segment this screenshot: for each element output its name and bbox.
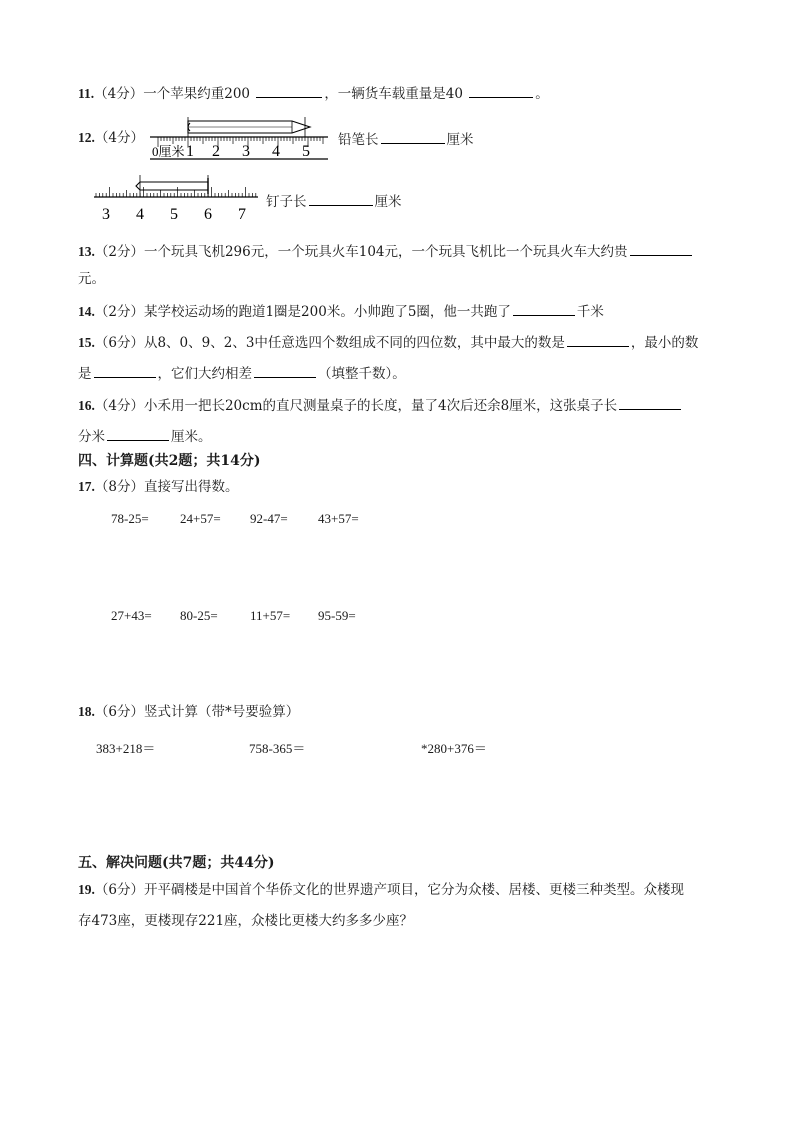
question-14 xyxy=(78,300,604,322)
question-19 xyxy=(78,880,684,900)
question-text: 一个苹果约重200 xyxy=(143,86,251,102)
question-number: 11. xyxy=(78,86,95,101)
question-text: 存473座，更楼现存221座，众楼比更楼大约多多少座？ xyxy=(78,913,414,929)
calc-item: 80-25= xyxy=(180,608,218,623)
question-13-cont xyxy=(78,269,105,289)
question-12-header xyxy=(78,128,144,148)
answer-blank[interactable] xyxy=(381,128,445,144)
nail-icon xyxy=(136,182,208,190)
question-text: 小禾用一把长20cm的直尺测量桌子的长度，量了4次后还余8厘米，这张桌子长 xyxy=(143,398,618,414)
question-17 xyxy=(78,477,238,497)
answer-blank[interactable] xyxy=(107,425,169,441)
question-text: 分米 xyxy=(78,429,105,445)
question-text: 厘米。 xyxy=(171,429,212,445)
question-number: 12. xyxy=(78,130,95,145)
question-15 xyxy=(78,331,698,353)
nail-unit: 厘米 xyxy=(374,194,402,210)
question-score: （4分） xyxy=(94,130,144,146)
question-text: 从8、0、9、2、3中任意选四个数组成不同的四位数，其中最大的数是 xyxy=(143,335,565,351)
question-score: （4分） xyxy=(94,86,144,102)
nail-label: 钉子长 xyxy=(266,194,307,210)
answer-blank[interactable] xyxy=(567,331,629,347)
question-number: 15. xyxy=(78,335,95,350)
question-16 xyxy=(78,394,683,416)
calc-item: 27+43= xyxy=(111,608,152,623)
question-number: 18. xyxy=(78,704,95,719)
question-text: 开平碉楼是中国首个华侨文化的世界遗产项目，它分为众楼、居楼、更楼三种类型。众楼现 xyxy=(143,882,684,898)
question-15-cont xyxy=(78,362,406,384)
question-score: （6分） xyxy=(94,882,144,898)
question-text: 是 xyxy=(78,366,92,382)
question-text: 。 xyxy=(535,86,549,102)
answer-blank[interactable] xyxy=(254,362,316,378)
question-19-cont xyxy=(78,911,413,931)
answer-blank[interactable] xyxy=(630,240,692,256)
calc-item: 92-47= xyxy=(250,511,288,526)
ruler2-label-6: 6 xyxy=(204,206,212,223)
section-4-title: 四、计算题(共2题；共14分) xyxy=(78,453,261,469)
question-text: 一个玩具飞机296元，一个玩具火车104元，一个玩具飞机比一个玩具火车大约贵 xyxy=(143,244,628,260)
question-score: （2分） xyxy=(94,304,144,320)
question-16-cont xyxy=(78,425,212,447)
question-text: 元。 xyxy=(78,271,105,287)
answer-blank[interactable] xyxy=(309,190,373,206)
question-score: （6分） xyxy=(94,335,144,351)
pencil-ruler xyxy=(150,117,330,163)
question-11 xyxy=(78,82,549,104)
answer-blank[interactable] xyxy=(469,82,533,98)
nail-ruler xyxy=(94,175,260,223)
ruler-label-0: 0厘米 xyxy=(152,144,185,159)
question-number: 19. xyxy=(78,882,95,897)
question-text: 千米 xyxy=(576,304,604,320)
question-text: 某学校运动场的跑道1圈是200米。小帅跑了5圈，他一共跑了 xyxy=(143,304,511,320)
answer-blank[interactable] xyxy=(513,300,575,316)
calc-item: 95-59= xyxy=(318,608,356,623)
ruler-label-4: 4 xyxy=(272,143,280,160)
calc-item: 11+57= xyxy=(250,608,291,623)
question-18 xyxy=(78,702,299,722)
question-number: 13. xyxy=(78,244,95,259)
ruler2-label-7: 7 xyxy=(238,206,246,223)
calc-item: 24+57= xyxy=(180,511,221,526)
question-text: ，最小的数 xyxy=(630,335,699,351)
question-number: 17. xyxy=(78,479,95,494)
question-text: ，它们大约相差 xyxy=(157,366,252,382)
ruler-label-3: 3 xyxy=(242,143,250,160)
ruler2-label-4: 4 xyxy=(136,206,144,223)
pencil-length-line xyxy=(338,128,474,150)
question-score: （8分） xyxy=(94,479,144,495)
question-score: （6分） xyxy=(94,704,144,720)
ruler2-label-3: 3 xyxy=(102,206,110,223)
question-number: 16. xyxy=(78,398,95,413)
calc-item: 43+57= xyxy=(318,511,359,526)
ruler-label-5: 5 xyxy=(302,143,310,160)
question-text: （填整千数）。 xyxy=(318,366,406,382)
answer-blank[interactable] xyxy=(256,82,322,98)
question-text: ，一辆货车载重量是40 xyxy=(324,86,463,102)
question-text: 竖式计算（带*号要验算） xyxy=(143,704,300,720)
question-score: （4分） xyxy=(94,398,144,414)
ruler-label-1: 1 xyxy=(186,143,194,160)
answer-blank[interactable] xyxy=(94,362,156,378)
ruler2-label-5: 5 xyxy=(170,206,178,223)
pencil-label: 铅笔长 xyxy=(338,132,379,148)
vertical-calc-item: *280+376＝ xyxy=(421,741,487,756)
nail-length-line xyxy=(266,190,402,212)
question-score: （2分） xyxy=(94,244,144,260)
calc-item: 78-25= xyxy=(111,511,149,526)
question-number: 14. xyxy=(78,304,95,319)
section-5-title: 五、解决问题(共7题；共44分) xyxy=(78,855,275,871)
question-13 xyxy=(78,240,694,262)
vertical-calc-item: 758-365＝ xyxy=(249,741,306,756)
vertical-calc-item: 383+218＝ xyxy=(96,741,156,756)
question-text: 直接写出得数。 xyxy=(143,479,239,495)
answer-blank[interactable] xyxy=(619,394,681,410)
ruler-label-2: 2 xyxy=(212,143,220,160)
pencil-unit: 厘米 xyxy=(446,132,474,148)
